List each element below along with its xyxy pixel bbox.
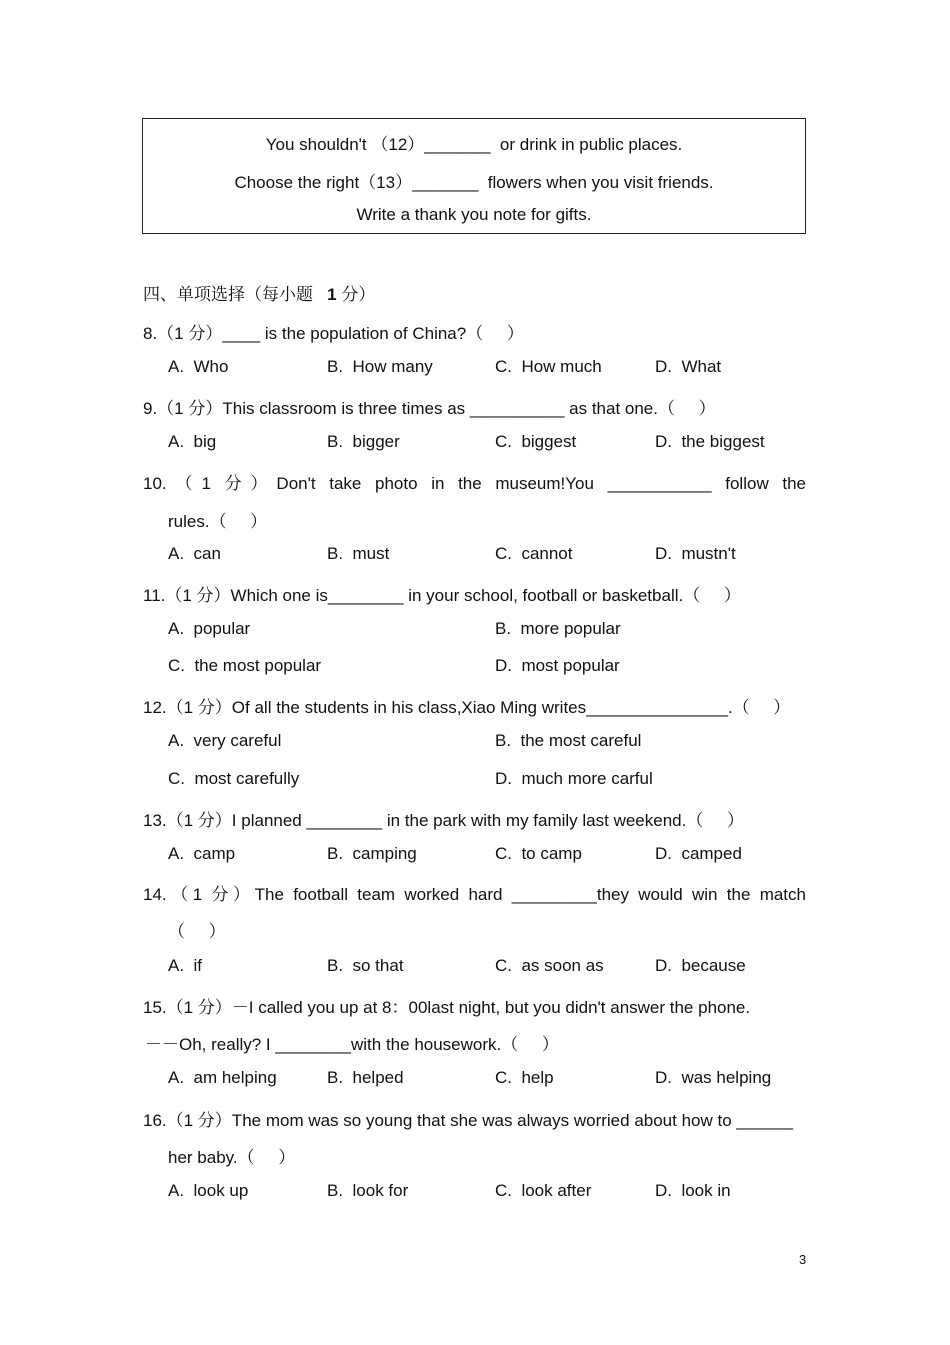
- question-stem: 14.（1 分）The football team worked hard _________they would win the match: [143, 885, 806, 904]
- option-b: B. camping: [327, 844, 417, 863]
- option-a: A. if: [168, 956, 203, 975]
- option-a: A. very careful: [168, 731, 282, 750]
- question-stem-continued: her baby.（ ）: [168, 1148, 296, 1167]
- option-c: C. the most popular: [168, 656, 322, 675]
- option-b: B. bigger: [327, 432, 400, 451]
- option-d: D. What: [655, 357, 722, 376]
- option-c: C. help: [495, 1068, 554, 1087]
- option-b: B. more popular: [495, 619, 621, 638]
- option-a: A. can: [168, 544, 221, 563]
- option-b: B. must: [327, 544, 390, 563]
- notice-line: You shouldn't （12）_______ or drink in public places.: [265, 135, 683, 154]
- option-d: D. much more carful: [495, 769, 653, 788]
- page-number: 3: [799, 1252, 807, 1267]
- option-c: C. biggest: [495, 432, 577, 451]
- question-stem: 10.（1 分）Don't take photo in the museum!You ___________ follow the: [143, 474, 806, 493]
- question-stem: 15.（1 分）－I called you up at 8：00last night, but you didn't answer the phone.: [143, 998, 751, 1017]
- option-b: B. helped: [327, 1068, 404, 1087]
- option-d: D. the biggest: [655, 432, 765, 451]
- question-stem-continued: rules.（ ）: [168, 512, 268, 531]
- question-stem: 9.（1 分）This classroom is three times as __________ as that one.（ ）: [143, 399, 716, 418]
- option-b: B. How many: [327, 357, 433, 376]
- option-c: C. as soon as: [495, 956, 604, 975]
- option-c: C. to camp: [495, 844, 582, 863]
- option-b: B. look for: [327, 1181, 409, 1200]
- question-stem: 13.（1 分）I planned ________ in the park with my family last weekend.（ ）: [143, 811, 744, 830]
- question-stem-continued: （ ）: [168, 922, 226, 941]
- option-a: A. am helping: [168, 1068, 277, 1087]
- option-d: D. mustn't: [655, 544, 736, 563]
- option-b: B. the most careful: [495, 731, 642, 750]
- option-a: A. look up: [168, 1181, 249, 1200]
- option-b: B. so that: [327, 956, 404, 975]
- option-c: C. look after: [495, 1181, 592, 1200]
- option-a: A. popular: [168, 619, 251, 638]
- option-d: D. look in: [655, 1181, 731, 1200]
- question-stem: 8.（1 分）____ is the population of China?（ ）: [143, 324, 524, 343]
- question-stem: 12.（1 分）Of all the students in his class,Xiao Ming writes_______________.（ ）: [143, 698, 791, 717]
- option-c: C. most carefully: [168, 769, 300, 788]
- question-stem: 16.（1 分）The mom was so young that she was always worried about how to ______: [143, 1111, 794, 1130]
- notice-line: Write a thank you note for gifts.: [356, 205, 592, 224]
- section-heading: [143, 280, 375, 305]
- section-title-prefix: 四、单项选择（每小题: [143, 285, 313, 304]
- section-title-points: 1: [327, 285, 337, 304]
- option-d: D. was helping: [655, 1068, 772, 1087]
- option-d: D. most popular: [495, 656, 620, 675]
- section-title-suffix: 分）: [341, 285, 376, 304]
- option-d: D. because: [655, 956, 746, 975]
- option-d: D. camped: [655, 844, 742, 863]
- notice-box: [142, 118, 806, 234]
- option-a: A. big: [168, 432, 217, 451]
- option-a: A. camp: [168, 844, 236, 863]
- question-stem: 11.（1 分）Which one is________ in your school, football or basketball.（ ）: [143, 586, 741, 605]
- question-stem-continued: －－Oh, really? I ________with the housework.（ ）: [145, 1035, 559, 1054]
- option-c: C. How much: [495, 357, 602, 376]
- option-a: A. Who: [168, 357, 229, 376]
- option-c: C. cannot: [495, 544, 573, 563]
- notice-line: Choose the right（13）_______ flowers when you visit friends.: [234, 173, 714, 192]
